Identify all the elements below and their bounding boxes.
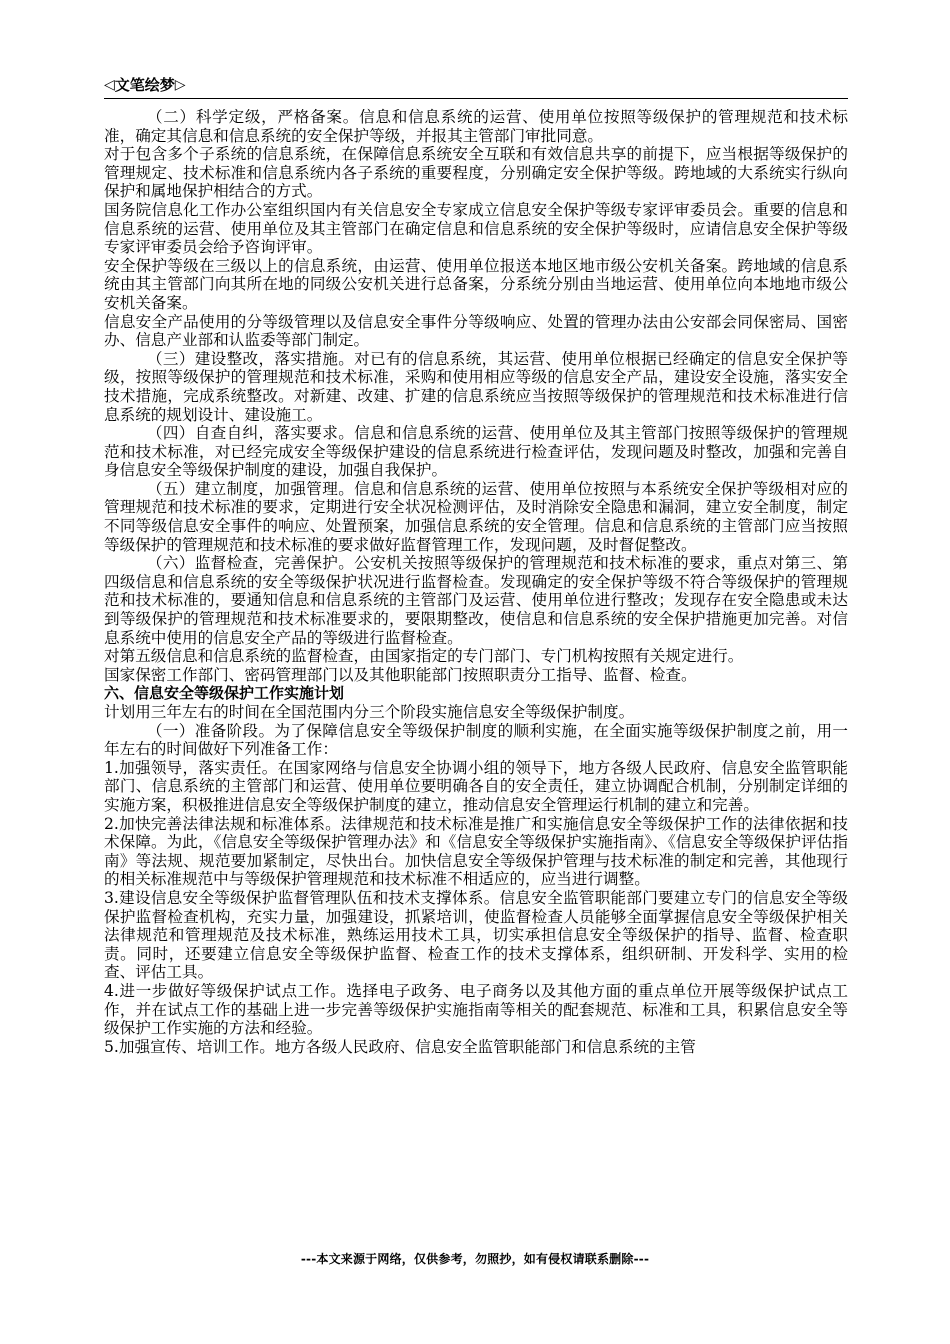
paragraph-rectification: （三）建设整改，落实措施。对已有的信息系统，其运营、使用单位根据已经确定的信息安全保护等级，按照等级保护的管理规范和技术标准，采购和使用相应等级的信息安全产品，建设安全设施，落实安全技术措施，完成系统整改。对新建、改建、扩建的信息系统应当按照等级保护的管理规范和技术标准进行信息系统的规划设计、建设施工。 [104,349,848,424]
section-heading: 六、信息安全等级保护工作实施计划 [104,684,345,703]
paragraph-filing: 安全保护等级在三级以上的信息系统，由运营、使用单位报送本地区地市级公安机关备案。跨地域的信息系统由其主管部门向其所在地的同级公安机关进行总备案，分系统分别由当地运营、使用单位向本地地市级公安机关备案。 [104,256,848,312]
brand-name: 文笔绘梦 [114,76,175,94]
brand-logo [104,76,186,94]
list-item-supervision-team: 3.建设信息安全等级保护监督管理队伍和技术支撑体系。信息安全监管职能部门要建立专门的信息安全等级保护监督检查机构，充实力量，加强建设，抓紧培训，使监督检查人员能够全面掌握信息安全等级保护相关法律规范和管理规范及技术标准，熟练运用技术工具，切实承担信息安全等级保护的指导、监督、检查职责。同时，还要建立信息安全等级保护监督、检查工作的技术支撑体系，组织研制、开发科学、实用的检查、评估工具。 [104,888,848,982]
paragraph-expert-committee: 国务院信息化工作办公室组织国内有关信息安全专家成立信息安全保护等级专家评审委员会。重要的信息和信息系统的运营、使用单位及其主管部门在确定信息和信息系统的安全保护等级时，应请信息安全保护等级专家评审委员会给予咨询评审。 [104,200,848,257]
paragraph-supervision: （六）监督检查，完善保护。公安机关按照等级保护的管理规范和技术标准的要求，重点对第三、第四级信息和信息系统的安全等级保护状况进行监督检查。发现确定的安全保护等级不符合等级保护的管理规范和技术标准的，要通知信息和信息系统的主管部门及运营、使用单位进行整改；发现存在安全隐患或未达到等级保护的管理规范和技术标准要求的，要限期整改，使信息和信息系统的安全保护措施更加完善。对信息系统中使用的信息安全产品的等级进行监督检查。 [104,554,848,647]
paragraph-subsystems: 对于包含多个子系统的信息系统，在保障信息系统安全互联和有效信息共享的前提下，应当根据等级保护的管理规定、技术标准和信息系统内各子系统的重要程度，分别确定安全保护等级。跨地域的大系统实行纵向保护和属地保护相结合的方式。 [104,145,848,201]
paragraph-preparation: （一）准备阶段。为了保障信息安全等级保护制度的顺利实施，在全面实施等级保护制度之前，用一年左右的时间做好下列准备工作： [104,721,848,759]
paragraph-self-inspection: （四）自查自纠，落实要求。信息和信息系统的运营、使用单位及其主管部门按照等级保护的管理规范和技术标准，对已经完成安全等级保护建设的信息系统进行检查评估，发现问题及时整改，加强和完善自身信息安全等级保护制度的建设，加强自我保护。 [104,424,848,480]
paragraph-plan-overview: 计划用三年左右的时间在全国范围内分三个阶段实施信息安全等级保护制度。 [104,703,635,721]
paragraph-product-management: 信息安全产品使用的分等级管理以及信息安全事件分等级响应、处置的管理办法由公安部会同保密局、国密办、信息产业部和认监委等部门制定。 [104,312,848,350]
triangle-left-icon: ◁ [104,77,115,93]
list-item-leadership: 1.加强领导，落实责任。在国家网络与信息安全协调小组的领导下，地方各级人民政府、信息安全监管职能部门、信息系统的主管部门和运营、使用单位要明确各自的安全责任，建立协调配合机制，分别制定详细的实施方案，积极推进信息安全等级保护制度的建立，推动信息安全管理运行机制的建立和完善。 [104,758,848,814]
triangle-right-icon: ▷ [174,77,186,93]
paragraph-level-five: 对第五级信息和信息系统的监督检查，由国家指定的专门部门、专门机构按照有关规定进行。 [104,647,744,666]
page-header [104,76,848,99]
paragraph-departments: 国家保密工作部门、密码管理部门以及其他职能部门按照职责分工指导、监督、检查。 [104,665,697,684]
document-body [104,108,848,1056]
list-item-publicity-training: 5.加强宣传、培训工作。地方各级人民政府、信息安全监管职能部门和信息系统的主管 [104,1037,696,1056]
list-item-legal-standards: 2.加快完善法律法规和标准体系。法律规范和技术标准是推广和实施信息安全等级保护工作的法律依据和技术保障。为此，《信息安全等级保护管理办法》和《信息安全等级保护实施指南》、《信息安全等级保护评估指南》等法规、规范要加紧制定，尽快出台。加快信息安全等级保护管理与技术标准的制定和完善，其他现行的相关标准规范中与等级保护管理规范和技术标准不相适应的，应当进行调整。 [104,814,848,889]
list-item-pilot-work: 4.进一步做好等级保护试点工作。选择电子政务、电子商务以及其他方面的重点单位开展等级保护试点工作，并在试点工作的基础上进一步完善等级保护实施指南等相关的配套规范、标准和工具，积累信息安全等级保护工作实施的方法和经验。 [104,981,848,1038]
paragraph-classification: （二）科学定级，严格备案。信息和信息系统的运营、使用单位按照等级保护的管理规范和技术标准，确定其信息和信息系统的安全保护等级，并报其主管部门审批同意。 [104,108,848,145]
page-footer: ---本文来源于网络，仅供参考，勿照抄，如有侵权请联系删除--- [300,1252,650,1266]
paragraph-establish-system: （五）建立制度，加强管理。信息和信息系统的运营、使用单位按照与本系统安全保护等级相对应的管理规范和技术标准的要求，定期进行安全状况检测评估，及时消除安全隐患和漏洞，建立安全制度，制定不同等级信息安全事件的响应、处置预案，加强信息系统的安全管理。信息和信息系统的主管部门应当按照等级保护的管理规范和技术标准的要求做好监督管理工作，发现问题，及时督促整改。 [104,479,848,554]
